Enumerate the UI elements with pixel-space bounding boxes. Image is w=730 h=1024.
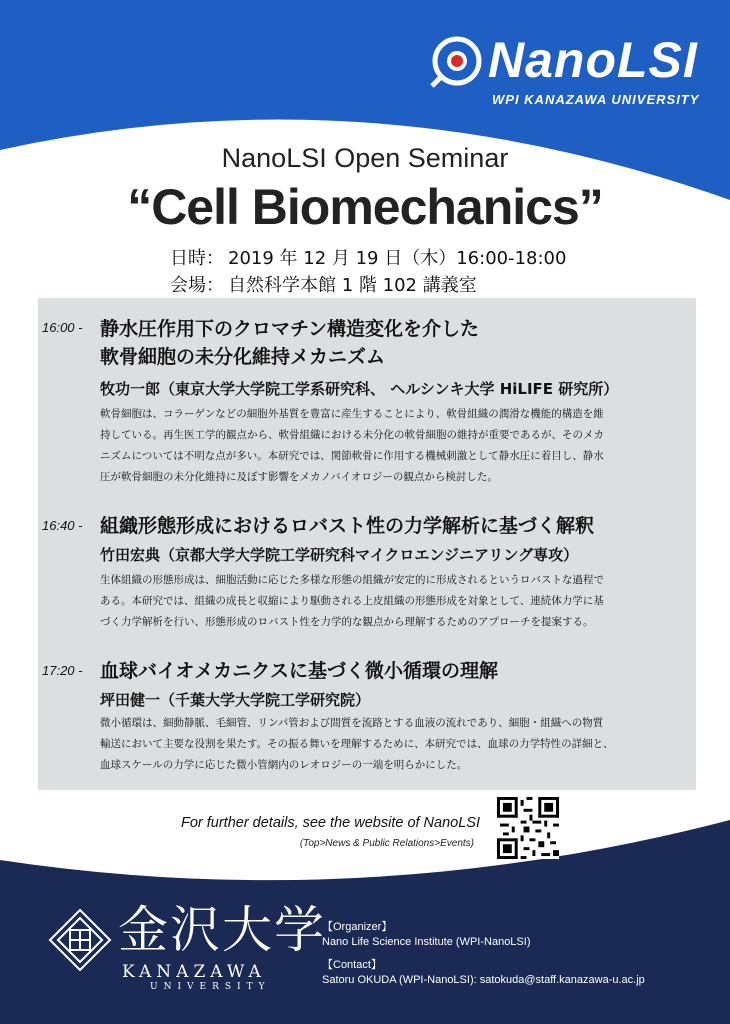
university-name-english-sub: UNIVERSITY <box>150 982 271 992</box>
contact-label: 【Contact】 <box>322 959 382 971</box>
abstract-line: 圧が軟骨細胞の未分化維持に及ぼす影響をメカノバイオロジーの観点から検討した。 <box>100 471 498 483</box>
nanolsi-logo-icon <box>430 34 484 88</box>
event-venue <box>170 271 477 297</box>
date-label: 日時： <box>170 248 224 269</box>
website-note: For further details, see the website of NanoLSI <box>180 815 480 831</box>
abstract-line: づく力学解析を行い、形態形成のロバスト性を力学的な観点から理解するためのアプローチを提案する。 <box>100 616 594 628</box>
abstract-line: 輸送において主要な役割を果たす。その振る舞いを理解するために、本研究では、血球の力学特性の詳細と、 <box>100 738 614 750</box>
nanolsi-logo <box>430 28 700 108</box>
kanazawa-university-crest-icon <box>48 908 112 972</box>
abstract-line: 血球スケールの力学に応じた微小管網内のレオロジーの一端を明らかにした。 <box>100 759 468 771</box>
talk-1-speaker: 牧功一郎（東京大学大学院工学系研究科、 ヘルシンキ大学 HiLIFE 研究所） <box>100 380 619 398</box>
university-name-english: KANAZAWA <box>122 962 266 982</box>
talk-3-abstract <box>100 713 690 776</box>
seminar-series: NanoLSI Open Seminar <box>221 143 509 173</box>
abstract-line: ニズムについては不明な点が多い。本研究では、関節軟骨に作用する機械刺激として静水圧に着目し、静水 <box>100 450 604 462</box>
talk-1-abstract <box>100 404 690 488</box>
talk-2-abstract <box>100 570 690 633</box>
talk-3-speaker: 坪田健一（千葉大学大学院工学研究院） <box>100 691 371 709</box>
talk-3-title: 血球バイオメカニクスに基づく微小循環の理解 <box>100 660 499 682</box>
logo-subtitle: WPI KANAZAWA UNIVERSITY <box>492 92 700 107</box>
abstract-line: ある。本研究では、組織の成長と収縮により駆動される上皮組織の形態形成を対象として、連続体力学に基 <box>100 595 604 607</box>
abstract-line: 軟骨細胞は、コラーゲンなどの細胞外基質を豊富に産生することにより、軟骨組織の潤滑な機能的構造を維 <box>100 408 604 420</box>
abstract-line: 持している。再生医工学的観点から、軟骨組織における未分化の軟骨細胞の維持が重要であるが、そのメカ <box>100 429 604 441</box>
seminar-title: “Cell Biomechanics” <box>127 179 603 235</box>
abstract-line: 微小循環は、細動静脈、毛細管、リンパ管および間質を流路とする血液の流れであり、細胞・組織への物質 <box>100 717 604 729</box>
talk-2-speaker: 竹田宏典（京都大学大学院工学研究科マイクロエンジニアリング専攻） <box>100 546 579 564</box>
talk-1-title-line-1: 静水圧作用下のクロマチン構造変化を介した <box>100 318 480 340</box>
qr-code-icon[interactable] <box>497 797 559 859</box>
organizer-label: 【Organizer】 <box>322 921 393 933</box>
event-date <box>170 244 566 270</box>
talk-2-title: 組織形態形成におけるロバスト性の力学解析に基づく解釈 <box>100 515 595 537</box>
venue-label: 会場： <box>170 275 224 296</box>
contact-value[interactable]: Satoru OKUDA (WPI-NanoLSI): satokuda@staff.kanazawa-u.ac.jp <box>322 974 645 986</box>
university-name-kanji: 金沢大学 <box>118 901 326 959</box>
logo-text: NanoLSI <box>488 32 698 88</box>
abstract-line: 生体組織の形態形成は、細胞活動に応じた多様な形態の組織が安定的に形成されるというロバストな過程で <box>100 574 604 586</box>
talk-3-time: 17:20 - <box>42 663 83 678</box>
date-value: 2019 年 12 月 19 日（木）16:00-18:00 <box>228 248 567 269</box>
talk-1-time: 16:00 - <box>42 320 83 335</box>
organizer-value: Nano Life Science Institute (WPI-NanoLSI) <box>322 936 531 948</box>
venue-value: 自然科学本館 1 階 102 講義室 <box>228 275 477 296</box>
website-path: (Top>News & Public Relations>Events) <box>299 838 474 849</box>
talk-1-title-line-2: 軟骨細胞の未分化維持メカニズム <box>100 346 386 368</box>
talk-2-time: 16:40 - <box>42 518 83 533</box>
